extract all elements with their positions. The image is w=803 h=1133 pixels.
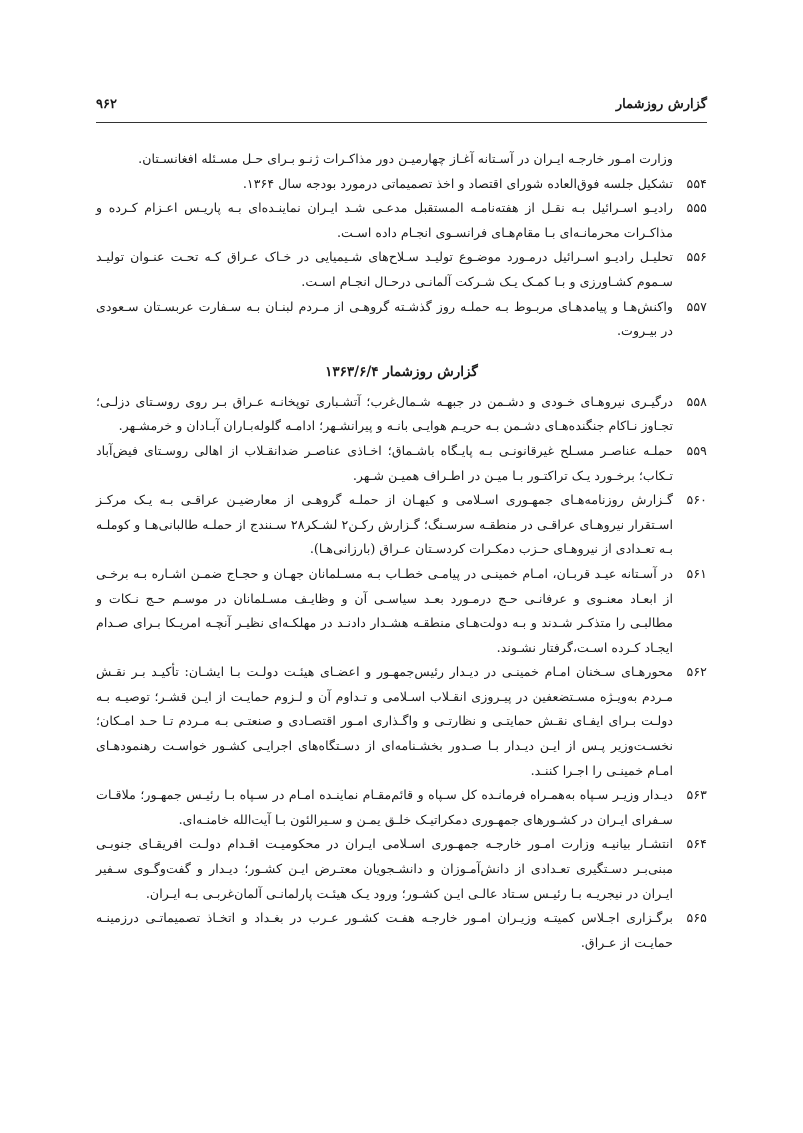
entry-text: واکنش‌هـا و پیامدهـای مربـوط بـه حملـه روز گذشـته گروهـی از مـردم لبنـان بـه سـفارت عربسـتان سـعودی در بیـروت.: [96, 298, 673, 339]
entry-number: ۵۵۴: [686, 175, 707, 191]
list-item: [96, 439, 707, 488]
entry-number: ۵۶۰: [686, 492, 707, 508]
list-item: [96, 390, 707, 439]
list-item: [96, 832, 707, 906]
list-item: [96, 660, 707, 783]
header-rule: [96, 122, 707, 123]
page-number: ۹۶۲: [96, 97, 117, 112]
entries-list-top: [96, 172, 707, 344]
list-item: [96, 172, 707, 197]
entry-number: ۵۵۸: [686, 393, 707, 409]
entry-number: ۵۶۱: [686, 565, 707, 581]
entries-list-bottom: [96, 390, 707, 956]
continued-paragraph: [96, 147, 707, 172]
list-item: [96, 562, 707, 660]
list-item: [96, 488, 707, 562]
entry-text: گـزارش روزنامه‌هـای جمهـوری اسـلامی و کیهـان از حملـه گروهـی از معارضیـن عراقـی بـه یـک مرکـز اسـتقرار نیروهـای عراقـی در منطقـه سرسـنگ؛ گـزارش رکـن۲ لشـکر۲۸ سـنندج از حملـه طالبانی‌هـا و کوملـه بـه تعـدادی از نیروهـای حـزب دمکـرات کردسـتان عـراق (بارزانی‌هـا).: [96, 492, 673, 557]
entry-number: ۵۵۷: [686, 298, 707, 314]
entry-text: تشکیل جلسه فوق‌العاده شورای اقتصاد و اخذ تصمیماتی درمورد بودجه سال ۱۳۶۴.: [242, 175, 673, 191]
list-item: [96, 245, 707, 294]
entry-text: درگیـری نیروهـای خـودی و دشـمن در جبهـه شـمال‌غرب؛ آتشـباری توپخانـه عـراق بـر روی روسـتای دزلـی؛ تجـاوز نـاکام جنگنده‌هـای دشـمن بـه حریـم هوایـی بانـه و پیرانشـهر؛ ادامـه گلوله‌بـاران آبـادان و خرمشـهر.: [96, 393, 673, 434]
entry-number: ۵۵۶: [686, 249, 707, 265]
list-item: [96, 196, 707, 245]
page-body: [96, 147, 707, 955]
entry-text: در آسـتانه عیـد قربـان، امـام خمینـی در پیامـی خطـاب بـه مسـلمانان جهـان و حجـاج ضمـن اشـاره بـه برخـی از ابعـاد معنـوی و عرفانـی حـج درمـورد بعـد سیاسـی آن و وظایـف مسـلمانان در موسـم حـج نـکات و مطالبـی را متذکـر شـدند و بـه دولت‌هـای منطقـه هشـدار دادنـد در مهلکـه‌ای نظیـر آنچـه امریـکا بـرای صـدام ایجـاد کـرده اسـت،گرفتار نشـوند.: [96, 565, 673, 655]
list-item: [96, 906, 707, 955]
list-item: [96, 783, 707, 832]
entry-text: دیـدار وزیـر سـپاه به‌همـراه فرمانـده کل سـپاه و قائم‌مقـام نماینـده امـام در سـپاه بـا رئیـس جمهـور؛ ملاقـات سـفرای ایـران در کشـورهای جمهـوری دمکراتیـک خلـق یمـن و سـیرالئون بـا آیت‌الله خامنـه‌ای.: [96, 787, 673, 827]
entry-text: انتشـار بیانیـه وزارت امـور خارجـه جمهـوری اسـلامی ایـران در محکومیـت اقـدام دولـت افریقـای جنوبـی مبنی‌بـر دسـتگیری تعـدادی از دانش‌آمـوزان و دانشـجویان معتـرض ایـن کشـور؛ دیـدار و گفت‌وگـوی سـفیر ایـران در نیجریـه بـا رئیـس سـتاد عالـی ایـن کشـور؛ ورود یـک هیئـت پارلمانـی آلمان‌غربـی بـه ایـران.: [96, 836, 673, 901]
entry-text: حملـه عناصـر مسـلح غیرقانونـی بـه پایـگاه باشـماق؛ اخـاذی عناصـر ضدانقـلاب از اهالی روسـتای فیض‌آباد تـکاب؛ برخـورد یـک تراکتـور بـا میـن در اطـراف همیـن شـهر.: [96, 442, 673, 483]
entry-text: محورهـای سـخنان امـام خمینـی در دیـدار رئیس‌جمهـور و اعضـای هیئـت دولـت بـا ایشـان: تأکیـد بـر نقـش مـردم به‌ویـژه مسـتضعفین در پیـروزی انقـلاب اسـلامی و تـداوم آن و لـزوم حمایـت از ایـن قشـر؛ توصیـه بـه دولـت بـرای ایفـای نقـش حمایتـی و نظارتـی و واگـذاری امـور اقتصـادی و صنعتـی بـه مـردم تـا حـد امـکان؛ نخسـت‌وزیر پـس از ایـن دیـدار بـا صـدور بخشـنامه‌ای از دسـتگاه‌های اجرایـی کشـور خواسـت رهنمودهـای امـام خمینـی را اجـرا کننـد.: [96, 664, 673, 778]
entry-number: ۵۶۳: [686, 787, 707, 803]
entry-text: رادیـو اسـرائیل بـه نقـل از هفته‌نامـه المستقبل مدعـی شـد ایـران نماینـده‌ای بـه پاریـس اعـزام کـرده و مذاکـرات محرمانـه‌ای بـا مقام‌هـای فرانسـوی انجـام داده اسـت.: [96, 200, 673, 240]
entry-text: وزارت امـور خارجـه ایـران در آسـتانه آغـاز چهارمیـن دور مذاکـرات ژنـو بـرای حـل مسـئله افغانسـتان.: [138, 151, 673, 166]
section-heading: گزارش روزشمار ۱۳۶۳/۶/۴: [325, 363, 478, 380]
entry-number: ۵۵۵: [686, 200, 707, 216]
entry-number: ۵۶۲: [686, 664, 707, 680]
entry-number: ۵۶۴: [686, 836, 707, 852]
entry-number: ۵۵۹: [686, 442, 707, 458]
running-header: [96, 88, 707, 112]
entry-number: ۵۶۵: [686, 910, 707, 926]
entry-text: برگـزاری اجـلاس کمیتـه وزیـران امـور خارجـه هفـت کشـور عـرب در بغـداد و اتخـاذ تصمیماتـی درزمینـه حمایـت از عـراق.: [96, 910, 673, 950]
entry-text: تحلیـل رادیـو اسـرائیل درمـورد موضـوع تولیـد سـلاح‌های شـیمیایی در خـاک عـراق کـه تحـت عنـوان تولیـد سـموم کشـاورزی و بـا کمـک یـک شـرکت آلمانـی درحـال انجـام اسـت.: [96, 249, 673, 289]
list-item: [96, 295, 707, 344]
running-title: گزارش روزشمار: [615, 97, 707, 112]
